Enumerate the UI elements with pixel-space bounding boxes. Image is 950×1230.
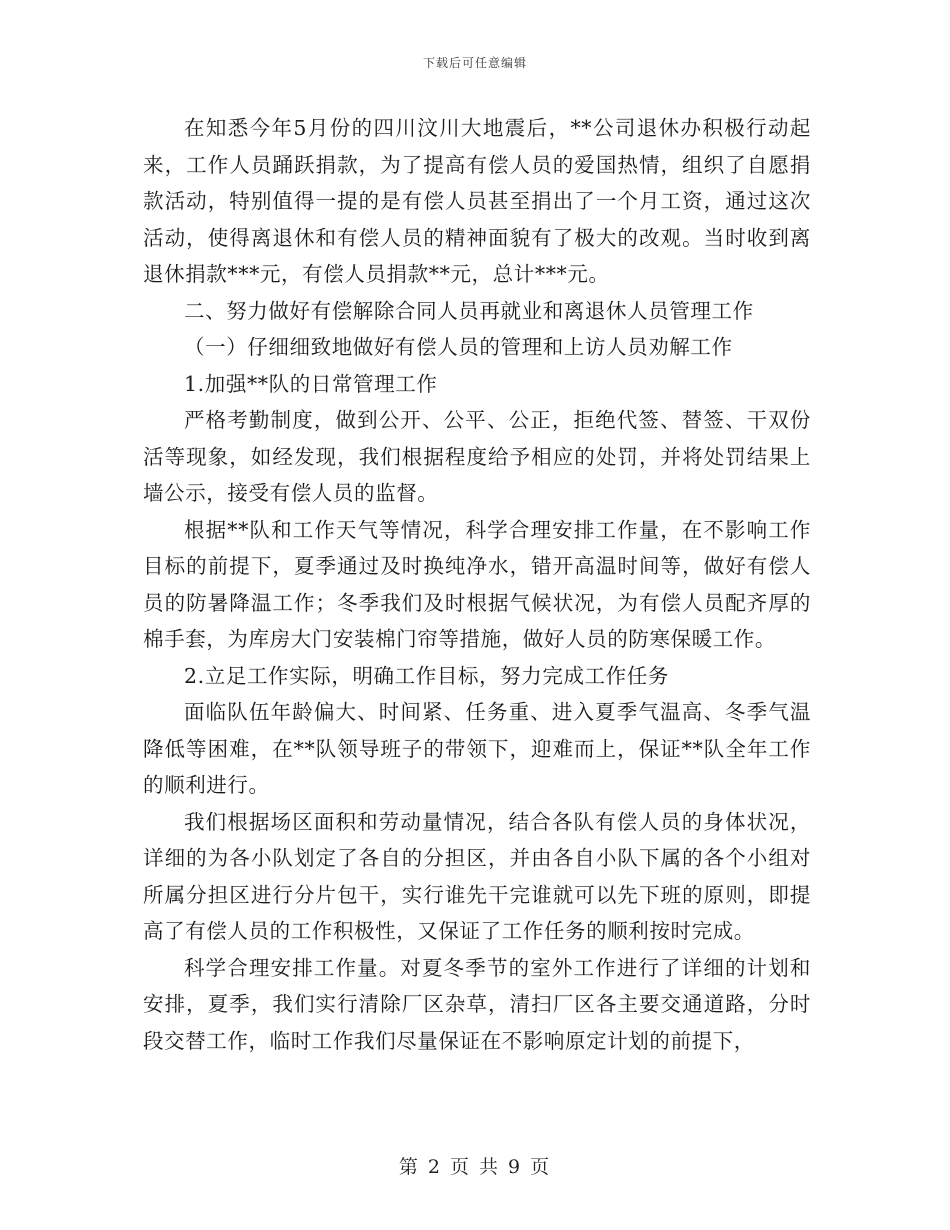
item-heading-2: 2.立足工作实际，明确工作目标，努力完成工作任务 [184, 663, 669, 688]
paragraph-attendance: 严格考勤制度，做到公开、公平、公正，拒绝代签、替签、干双份活等现象，如经发现，我们根据程度给予相应的处罚，并将处罚结果上墙公示，接受有偿人员的监督。 [143, 408, 811, 505]
paragraph-area-division: 我们根据场区面积和劳动量情况，结合各队有偿人员的身体状况，详细的为各小队划定了各自的分担区，并由各自小队下属的各个小组对所属分担区进行分片包干，实行谁先干完谁就可以先下班的原则，即提高了有偿人员的工作积极性，又保证了工作任务的顺利按时完成。 [143, 809, 811, 943]
document-body [143, 110, 811, 1059]
paragraph-donation: 在知悉今年5月份的四川汶川大地震后，**公司退休办积极行动起来，工作人员踊跃捐款，为了提高有偿人员的爱国热情，组织了自愿捐款活动，特别值得一提的是有偿人员甚至捐出了一个月工资，通过这次活动，使得离退休和有偿人员的精神面貌有了极大的改观。当时收到离退休捐款***元，有偿人员捐款**元，总计***元。 [143, 116, 811, 286]
page-header: 下载后可任意编辑 [422, 56, 527, 70]
page-number: 第 2 页 共 9 页 [398, 1156, 552, 1178]
subsection-heading-1: （一）仔细细致地做好有偿人员的管理和上访人员劝解工作 [184, 335, 733, 359]
paragraph-seasonal-plan: 科学合理安排工作量。对夏冬季节的室外工作进行了详细的计划和安排，夏季，我们实行清除厂区杂草，清扫厂区各主要交通道路，分时段交替工作，临时工作我们尽量保证在不影响原定计划的前提下， [143, 955, 811, 1053]
paragraph-difficulties: 面临队伍年龄偏大、时间紧、任务重、进入夏季气温高、冬季气温降低等困难，在**队领导班子的带领下，迎难而上，保证**队全年工作的顺利进行。 [143, 700, 811, 797]
item-heading-1: 1.加强**队的日常管理工作 [184, 371, 438, 396]
section-heading-2: 二、努力做好有偿解除合同人员再就业和离退休人员管理工作 [184, 298, 754, 323]
paragraph-workload-weather: 根据**队和工作天气等情况，科学合理安排工作量，在不影响工作目标的前提下，夏季通过及时换纯净水，错开高温时间等，做好有偿人员的防暑降温工作；冬季我们及时根据气候状况，为有偿人员配齐厚的棉手套，为库房大门安装棉门帘等措施，做好人员的防寒保暖工作。 [143, 517, 811, 651]
